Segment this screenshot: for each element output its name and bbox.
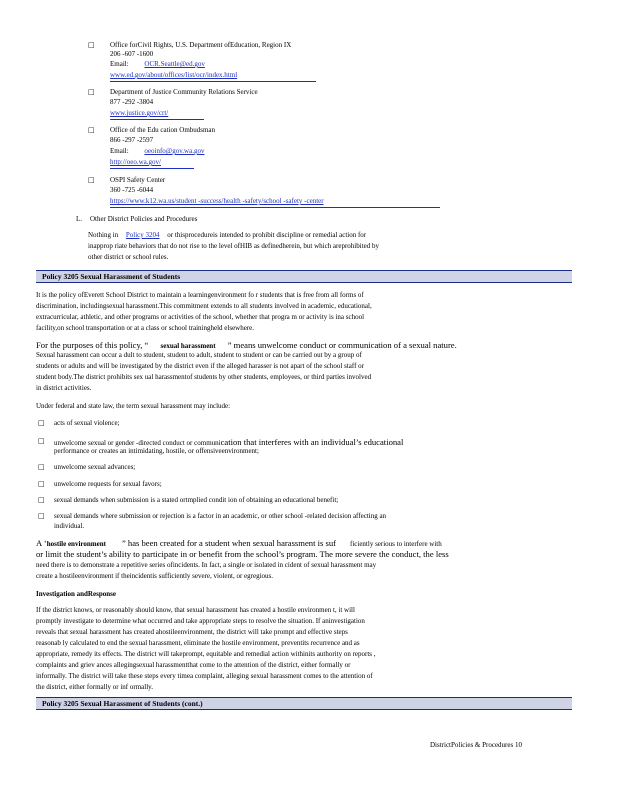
investigation-line: the district, either formally or inf ormally. (36, 683, 153, 691)
harassment-item-cont: performance or creates an intimidating, hostile, or offensiveenvironment; (54, 447, 259, 455)
contact-url[interactable]: http://oeo.wa.gov/ (110, 158, 161, 166)
term-hostile-environment: hostile environment (46, 540, 106, 548)
purposes-line: Sexual harassment can occur a dult to student, student to adult, student to student or can be carried out by a group of (36, 351, 362, 359)
harassment-item: unwelcome sexual advances; (54, 463, 136, 471)
harassment-item: unwelcome requests for sexual favors; (54, 480, 162, 488)
contact-url[interactable]: www.ed.gov/about/offices/list/ocr/index.html (110, 71, 238, 79)
harassment-item-cont: individual. (54, 522, 85, 530)
policy-header-label: Policy 3205 Sexual Harassment of Students (cont.) (42, 699, 203, 708)
purposes-line: students or adults and will be investigated by the district even if the alleged harasser is not apart of the school staff or (36, 362, 365, 370)
hostile-line2: or limit the student’s ability to participate in or benefit from the school’s program. The more severe the conduct, the less (36, 549, 449, 559)
intro-line: It is the policy ofEverett School District to maintain a learningenvironment fo r students that is free from all forms of (36, 291, 364, 299)
link-underline (110, 207, 440, 208)
contact-name: Office of the Edu cation Ombudsman (110, 126, 216, 134)
bullet-icon: □ (88, 41, 95, 49)
contact-url[interactable]: www.justice.gov/crt/ (110, 109, 169, 117)
bullet-icon: □ (38, 512, 45, 520)
section-l-line3: other district or school rules. (88, 253, 169, 261)
bullet-icon: □ (38, 480, 45, 488)
purposes-line: in district activities. (36, 384, 92, 392)
intro-line: facility,on school transportation or at a class or school trainingheld elsewhere. (36, 324, 255, 332)
intro-line: extracurricular, athletic, and other programs or activities of the school, whether that progra m or activity is ina school (36, 313, 365, 321)
hostile-line3: need there is to demonstrate a repetitive series ofincidents. In fact, a single or isolated in cident of sexual harassment may (36, 561, 377, 569)
policy-header-label: Policy 3205 Sexual Harassment of Students (42, 272, 181, 281)
contact-phone: 206 -607 -1600 (110, 50, 154, 58)
contact-phone: 360 -725 -6044 (110, 186, 154, 194)
purposes-heading: For the purposes of this policy, “ sexual harassment ” means unwelcome conduct or communication of a sexual nature. (36, 340, 457, 350)
policy-header-bar-cont (36, 697, 572, 710)
harassment-item: sexual demands when submission is a stated ortmplied condit ion of obtaining an educational benefit; (54, 496, 339, 504)
bullet-icon: □ (38, 496, 45, 504)
investigation-heading: Investigation andResponse (36, 590, 116, 598)
section-l-line1: Nothing in Policy 3204 or thisprocedureis intended to prohibit discipline or remedial action for (88, 231, 367, 239)
investigation-line: appropriate, remedy its effects. The district will takeprompt, equitable and remedial action withinits authority on reports , (36, 650, 376, 658)
policy-header-bar (36, 270, 572, 283)
investigation-line: reveals that sexual harassment has created ahostileenvironment, the district will take prompt and effective steps (36, 628, 348, 636)
page-footer: DistrictPolicies & Procedures 10 (430, 741, 522, 749)
law-intro: Under federal and state law, the term sexual harassment may include: (36, 402, 231, 410)
harassment-item: unwelcome sexual or gender -directed conduct or communication that interferes with an individual’s educational (54, 437, 404, 447)
link-underline (110, 81, 316, 82)
section-l-line2: inapprop riate behaviors that do not rise to the level ofHIB as definedherein, but which areprohibited by (88, 242, 379, 250)
intro-line: discrimination, includingsexual harassment.This commitment extends to all students involved in academic, educational, (36, 302, 372, 310)
bullet-icon: □ (88, 88, 95, 96)
bullet-icon: □ (88, 126, 95, 134)
term-sexual-harassment: sexual harassment (160, 342, 216, 350)
email-label: Email: (110, 147, 129, 155)
bullet-icon: □ (38, 419, 45, 427)
harassment-item: acts of sexual violence; (54, 419, 120, 427)
hostile-line4: create a hostileenvironment if theincidentis sufficiently severe, violent, or egregious. (36, 572, 274, 580)
section-heading: Other District Policies and Procedures (90, 215, 198, 223)
contact-name: Office forCivil Rights, U.S. Department ofEducation, Region IX (110, 41, 292, 49)
contact-name: OSPI Safety Center (110, 176, 166, 184)
purposes-line: student body.The district prohibits sex ual harassmentof students by other students, employees, or third parties involved (36, 373, 372, 381)
bullet-icon: □ (38, 463, 45, 471)
contact-email-row (110, 60, 205, 69)
link-underline (110, 168, 194, 169)
investigation-line: If the district knows, or reasonably should know, that sexual harassment has created a hostile environmen t, it will (36, 606, 355, 614)
email-label: Email: (110, 60, 129, 68)
bullet-icon: □ (88, 176, 95, 184)
investigation-line: complaints and griev ances allegingsexual harassmentthat come to the attention of the district, either formally or (36, 661, 351, 669)
link-underline (110, 119, 204, 120)
investigation-line: reasonab ly calculated to end the sexual harassment, eliminate the hostile environment, preventits recurrence and as (36, 639, 360, 647)
email-link[interactable]: oeoinfo@gov.wa.gov (144, 147, 205, 155)
email-link[interactable]: OCR.Seattle@ed.gov (144, 60, 205, 68)
bullet-icon: □ (38, 437, 45, 445)
contact-phone: 877 -292 -3804 (110, 98, 154, 106)
policy-3204-link[interactable]: Policy 3204 (125, 231, 160, 239)
section-marker: L. (76, 215, 83, 223)
contact-name: Department of Justice Community Relations Service (110, 88, 258, 96)
investigation-line: informally. The district will take these steps every timea complaint, alleging sexual harassment comes to the attention of (36, 672, 373, 680)
contact-phone: 866 -297 -2597 (110, 136, 154, 144)
hostile-heading: A ‘hostile environment ” has been created for a student when sexual harassment is suf ficiently serious to interfere with (36, 538, 442, 548)
contact-url[interactable]: https://www.k12.wa.us/student -success/health -safety/school -safety -center (110, 197, 324, 205)
investigation-line: promptly investigate to determine what occurred and take appropriate steps to resolve the situation. If aninvestigation (36, 617, 365, 625)
contact-email-row (110, 147, 204, 156)
harassment-item: sexual demands where submission or rejection is a factor in an academic, or other school -related decision affecting an (54, 512, 387, 520)
